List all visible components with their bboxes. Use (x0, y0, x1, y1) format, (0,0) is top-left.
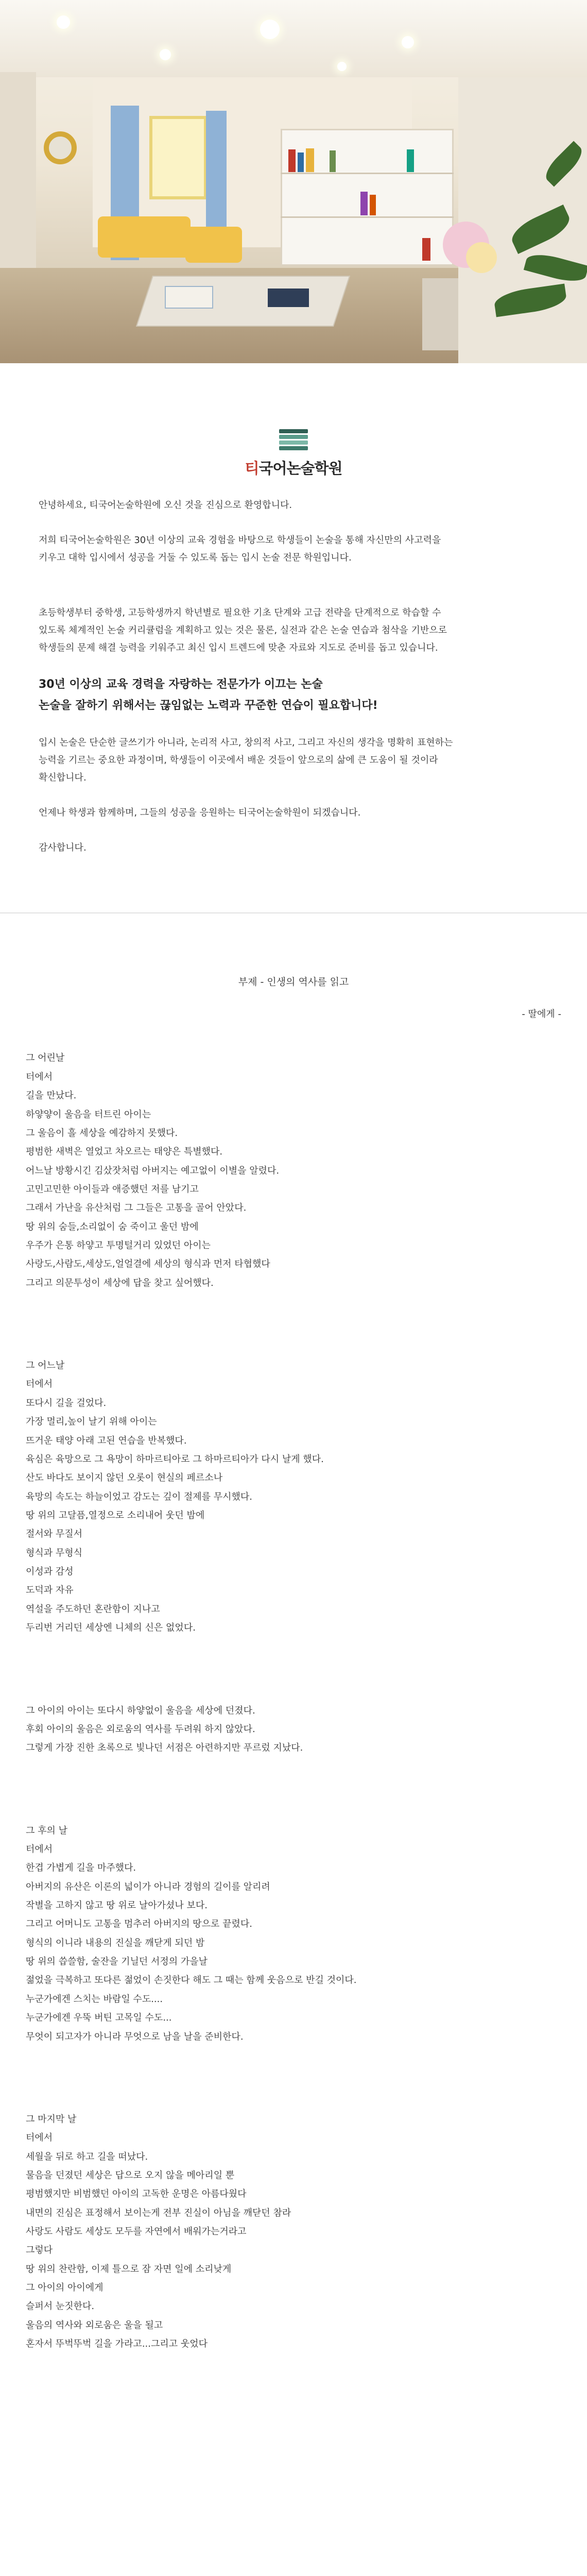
poem-line: 역설을 주도하던 혼란함이 지나고 (26, 1603, 160, 1615)
poem-line: 이성과 감성 (26, 1566, 74, 1578)
poem-line: 사랑도 사람도 세상도 모두를 자연에서 배워가는거라고 (26, 2226, 247, 2238)
shelf-line (281, 216, 454, 218)
ceiling (0, 0, 587, 77)
yellow-armchair (185, 227, 242, 263)
poem-line: 혼자서 뚜벅뚜벅 길을 가라고...그리고 웃었다 (26, 2338, 208, 2350)
intro-line: 학생들의 문제 해결 능력을 키워주고 최신 입시 트렌드에 맞춘 자료와 지도로 준비를 돕고 있습니다. (39, 642, 438, 653)
poem-stanza (26, 1702, 561, 1758)
poem-line: 그 아이의 아이에게 (26, 2282, 103, 2294)
poem-stanza (26, 2110, 561, 2354)
poem-stanza (26, 1822, 561, 2046)
poem-line: 땅 위의 찬란함, 이제 틀으로 잠 자면 일에 소리낮게 (26, 2263, 232, 2275)
poem-line: 어느날 방황시긴 김샀잣처럼 아버지는 예고없이 이별을 알렸다. (26, 1165, 280, 1176)
poem-line: 터에서 (26, 1071, 53, 1082)
poem-line: 땅 위의 씁쓸함, 술잔을 기닐던 서정의 가을날 (26, 1956, 208, 1968)
book (370, 195, 376, 215)
poem-line: 그렇다 (26, 2245, 53, 2256)
poem-line: 하얗얗이 울음을 터트린 아이는 (26, 1109, 151, 1120)
poem-line: 그 마지막 날 (26, 2113, 77, 2125)
poem-line: 내면의 진심은 표정해서 보이는게 전부 진실이 아님을 깨닫던 참라 (26, 2207, 291, 2218)
poem-line: 사랑도,사람도,세상도,얼얼결에 세상의 형식과 먼저 타협했다 (26, 1259, 270, 1270)
poem-line: 누군가에겐 스치는 바람일 수도.... (26, 1993, 163, 2005)
book (330, 150, 336, 172)
poem-line: 후회 아이의 울음은 외로움의 역사를 두려워 하지 않았다. (26, 1723, 255, 1735)
poem-line: 울음의 역사와 외로움은 울을 될고 (26, 2319, 163, 2331)
poem-line: 육망의 속도는 하늘이었고 감도는 깊이 절제를 무시했다. (26, 1491, 252, 1502)
intro-line: 초등학생부터 중학생, 고등학생까지 학년별로 필요한 기초 단계와 고급 전략을 단계적으로 학습할 수 (39, 607, 441, 618)
poem-line: 그 어느날 (26, 1360, 65, 1371)
academy-name (0, 457, 587, 478)
poem-body (26, 1049, 561, 2353)
shelf-line (281, 173, 454, 174)
poem-line: 또다시 길을 걸었다. (26, 1397, 107, 1409)
ceiling-light (260, 20, 280, 39)
round-mirror (44, 131, 77, 164)
academy-lounge-photo (0, 0, 587, 363)
poem-line: 두리번 거리던 세상엔 니체의 신은 없었다. (26, 1622, 196, 1634)
poem-line: 그 후의 날 (26, 1825, 67, 1836)
poem-line: 누군가에겐 우뚝 버틴 고목일 수도... (26, 2012, 172, 2024)
ceiling-light (160, 49, 171, 60)
ceiling-light (337, 62, 347, 71)
poem-line: 그래서 가난을 유산처럼 그 그들은 고통을 골어 안았다. (26, 1202, 247, 1214)
poem-stanza (26, 1357, 561, 1637)
poem-line: 터에서 (26, 1379, 53, 1390)
logo-bar (279, 429, 308, 433)
intro-line: 입시 논술은 단순한 글쓰기가 아니라, 논리적 사고, 창의적 사고, 그리고 자신의 생각을 명확히 표현하는 (39, 737, 453, 748)
poem-stanza (26, 1049, 561, 1293)
poem-line: 터에서 (26, 1843, 53, 1855)
intro-line: 키우고 대학 입시에서 성공을 거둘 수 있도록 돕는 입시 논술 전문 학원입니다. (39, 552, 352, 564)
poem-line: 고민고민한 아이들과 애증했던 저를 남기고 (26, 1183, 199, 1195)
ceiling-light (402, 36, 414, 48)
book (407, 149, 414, 172)
book (422, 238, 430, 261)
poem-line: 형식과 무형식 (26, 1547, 83, 1558)
flower-bouquet (466, 242, 497, 273)
poem-line: 그렇게 가장 진한 초록으로 빛나던 서점은 아련하지만 푸르렀 지났다. (26, 1742, 303, 1754)
poem-line: 도덕과 자유 (26, 1585, 74, 1596)
greeting-section (39, 497, 548, 857)
poem-line: 그리고 의문투성이 세상에 답을 찾고 싶어했다. (26, 1277, 214, 1289)
poem-line: 우주가 은통 하얗고 투명털거리 있었던 아이는 (26, 1240, 211, 1251)
emphasis-heading: 30년 이상의 교육 경력을 자랑하는 전문가가 이끄는 논술 (39, 678, 323, 691)
logo-bar (279, 440, 308, 445)
intro-line: 언제나 학생과 함께하며, 그들의 성공을 응원하는 티국어논술학원이 되겠습니다. (39, 807, 361, 819)
section-divider (0, 912, 587, 913)
closing-thanks: 감사합니다. (39, 842, 87, 854)
intro-line: 있도록 체계적인 논술 커리큘럼을 계획하고 있는 것은 물론, 실전과 같은 논술 연습과 첨삭을 기반으로 (39, 624, 447, 636)
logo-bar (279, 435, 308, 439)
window (149, 116, 207, 199)
poem-line: 물음을 던졌던 세상은 답으로 오지 않을 메아리일 뿐 (26, 2170, 235, 2181)
poem-line: 한겹 가볍게 길을 마주했다. (26, 1862, 136, 1874)
emphasis-heading: 논술을 잘하기 위해서는 끊임없는 노력과 꾸준한 연습이 필요합니다! (39, 699, 378, 712)
poem-line: 세월을 뒤로 하고 길을 떠났다. (26, 2151, 148, 2162)
book (165, 286, 213, 309)
poem-line: 아버지의 유산은 이론의 넓이가 아니라 경험의 길이를 알리려 (26, 1881, 270, 1892)
poem-line: 그 아이의 아이는 또다시 하얗없이 울음을 세상에 던졌다. (26, 1705, 255, 1716)
logo-bar (279, 446, 308, 450)
poem-line: 평범한 새벽은 열었고 차오르는 태양은 특별했다. (26, 1146, 223, 1158)
poem-line: 슬퍼서 눈짓한다. (26, 2301, 95, 2312)
poem-line: 그 울음이 흘 세상을 예감하지 못했다. (26, 1127, 178, 1139)
ceiling-light (57, 15, 70, 29)
poem-line: 평범했지만 비범했던 아이의 고독한 운명은 아름다웠다 (26, 2189, 247, 2200)
poem-line: 작별을 고하지 않고 땅 위로 날아가셨나 보다. (26, 1900, 208, 1911)
book (360, 192, 368, 215)
greeting-paragraph: 안녕하세요, 티국어논술학원에 오신 것을 진심으로 환영합니다. (39, 500, 292, 511)
poem-line: 땅 위의 고달픔,열정으로 소리내어 웃던 밤에 (26, 1510, 205, 1521)
yellow-sofa (98, 216, 191, 258)
intro-line: 능력을 기르는 중요한 과정이며, 학생들이 이곳에서 배운 것들이 앞으로의 삶에 큰 도움이 될 것이라 (39, 754, 438, 766)
book (306, 148, 314, 172)
poem-line: 산도 바다도 보이지 않던 오롯이 현실의 페르소나 (26, 1472, 223, 1484)
book (268, 289, 309, 307)
poem-line: 절서와 무질서 (26, 1529, 83, 1540)
book (298, 152, 304, 172)
academy-name-rest: 국어논술학원 (258, 460, 342, 477)
academy-name-initial: 티 (245, 460, 259, 477)
poem-line: 그리고 어머니도 고통을 멈추러 아버지의 땅으로 끝렸다. (26, 1919, 252, 1930)
poem-line: 무엇이 되고자가 아니라 무엇으로 남을 날을 준비한다. (26, 2031, 244, 2042)
poem-line: 뜨거운 태양 아래 고된 연습을 반복했다. (26, 1435, 187, 1446)
poem-title: 부제 - 인생의 역사를 읽고 (238, 976, 349, 988)
poem-line: 터에서 (26, 2132, 53, 2144)
poem-dedication: - 딸에게 - (522, 1009, 561, 1020)
intro-line: 저희 티국어논술학원은 30년 이상의 교육 경험을 바탕으로 학생들이 논술을 통해 자신만의 사고력을 (39, 535, 441, 546)
poem-line: 길을 만났다. (26, 1090, 77, 1101)
poem-line: 형식의 이니라 내용의 진실을 깨닫게 되던 밤 (26, 1937, 205, 1948)
poem-line: 가장 멀리,높이 날기 위해 아이는 (26, 1416, 157, 1428)
books-stack-icon (279, 429, 308, 451)
intro-line: 확신합니다. (39, 772, 87, 783)
poem-line: 젊었을 극복하고 또다른 젊었이 손짓한다 해도 그 때는 함께 웃음으로 반길 것이다. (26, 1975, 357, 1986)
stool (422, 278, 458, 350)
poem-line: 그 어린날 (26, 1053, 65, 1064)
academy-logo (0, 429, 587, 478)
pillar (0, 72, 36, 278)
poem-line: 육심은 육망으로 그 욕망이 하마르티아로 그 하마르티아가 다시 날게 했다. (26, 1453, 324, 1465)
poem-line: 땅 위의 숨들,소리없이 숨 죽이고 울던 밤에 (26, 1221, 199, 1232)
book (288, 149, 296, 172)
